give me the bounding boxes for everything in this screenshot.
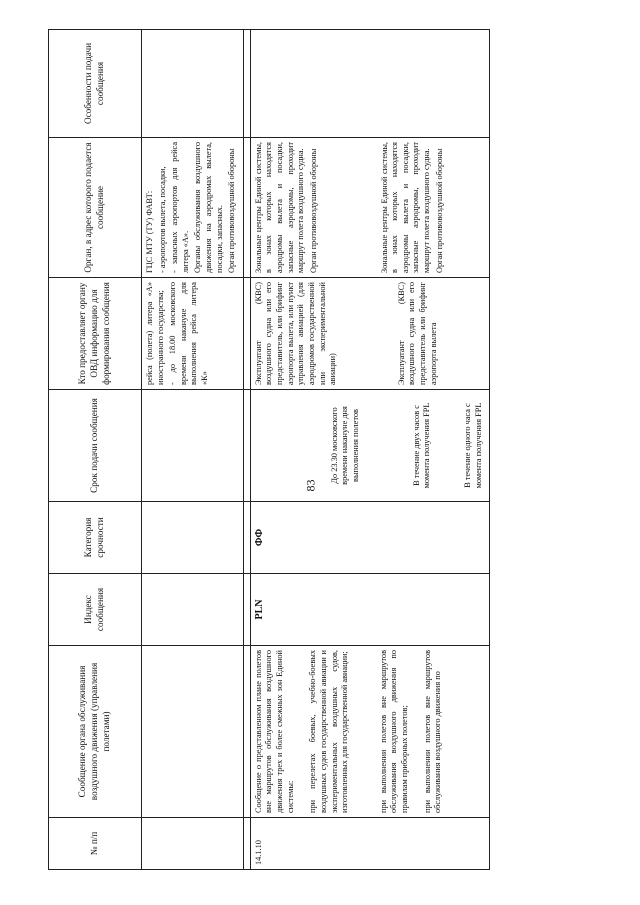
cell-deadline bbox=[142, 390, 244, 502]
table-header-row bbox=[49, 30, 142, 870]
deadline-text: В течение двух часов с момента получения FPL bbox=[411, 402, 432, 489]
message-text: при перелетах боевых, учебно-боевых воздушных судов государственной авиации и экспериментальных воздушных судов, изготовленных для государственной авиации; bbox=[308, 650, 350, 813]
deadline-text: До 23.30 московского времени накануне дня выполнения полетов bbox=[329, 406, 361, 485]
provider-line: - до 18.00 московского времени накануне для выполнения рейса литера «К» bbox=[168, 282, 210, 385]
message-text: при выполнении полетов вне маршрутов обслуживания воздушного движения по правилам приборных полетов; bbox=[378, 650, 409, 813]
cell-category bbox=[142, 502, 244, 574]
provider-text: Эксплуатант (КВС) воздушного судна или его представитель или брифинг аэропорта вылета bbox=[396, 282, 438, 385]
recipient-text: Зональные центры Единой системы, в зонах которых находятся аэродромы вылета и посадки, запасные аэродромы, проходит маршрут полета воздушного судна. bbox=[379, 142, 431, 273]
header-recipient: Орган, в адрес которого подается сообщение bbox=[49, 138, 142, 278]
page-number: 83 bbox=[303, 479, 318, 492]
cell-provider bbox=[250, 278, 489, 390]
header-provider: Кто предоставляет органу ОВД информацию для формирования сообщения bbox=[49, 278, 142, 390]
recipient-line: ГЦС МТУ (ТУ) ФАВТ: bbox=[145, 190, 154, 273]
cell-message bbox=[142, 646, 244, 818]
header-num: № п/п bbox=[49, 818, 142, 870]
cell-num bbox=[142, 818, 244, 870]
cell-category bbox=[250, 502, 489, 574]
recipient-line: Орган противовоздушной обороны bbox=[227, 148, 237, 273]
deadline-text: В течение одного часа с момента получения FPL bbox=[462, 402, 483, 489]
table-row-continuation bbox=[142, 30, 244, 870]
cell-index bbox=[250, 574, 489, 646]
index-value: PLN bbox=[253, 599, 265, 620]
message-text: при выполнении полетов вне маршрутов обслуживания воздушного движения по bbox=[422, 650, 443, 813]
recipient-line: Органы обслуживания воздушного движения на аэродромах вылета, посадки, запасных. bbox=[193, 142, 224, 273]
category-value: ФФ bbox=[253, 528, 265, 547]
recipient-line: - аэропортов вылета, посадки, bbox=[157, 166, 167, 273]
message-text: Сообщение о представленном плане полетов вне маршрутов обслуживания воздушного движения трех и более смежных зон Единой системы: bbox=[253, 650, 295, 813]
cell-recipient bbox=[250, 138, 489, 278]
table-row-spacer bbox=[243, 30, 250, 870]
recipient-line: - запасных аэропортов для рейса литера «А». bbox=[170, 142, 190, 273]
cell-message bbox=[250, 646, 489, 818]
cell-index bbox=[142, 574, 244, 646]
header-category: Категория срочности bbox=[49, 502, 142, 574]
provider-text: Эксплуатант (КВС) воздушного судна или его представитель, или брифинг аэропорта вылета, или пункт управления авиацией (для аэродромов государственной или экспериментальной авиации) bbox=[253, 282, 338, 385]
header-index: Индекс сообщения bbox=[49, 574, 142, 646]
provider-line: рейса (полета) литера «А» иностранного государства; bbox=[145, 282, 165, 385]
header-deadline: Срок подачи сообщения bbox=[49, 390, 142, 502]
cell-features bbox=[142, 30, 244, 138]
cell-recipient bbox=[142, 138, 244, 278]
recipient-text: Орган противовоздушной обороны bbox=[434, 148, 444, 273]
recipient-text: Зональные центры Единой системы, в зонах которых находятся аэродромы вылета и посадки, запасные аэродромы, проходит маршрут полета воздушного судна. bbox=[253, 142, 306, 273]
cell-provider bbox=[142, 278, 244, 390]
table-row-14-1-10 bbox=[250, 30, 489, 870]
message-table bbox=[48, 29, 490, 870]
rotated-page bbox=[48, 30, 608, 870]
header-message: Сообщение органа обслуживания воздушного движения (управления полетами) bbox=[49, 646, 142, 818]
recipient-text: Орган противовоздушной обороны bbox=[308, 148, 318, 273]
header-features: Особенности подачи сообщения bbox=[49, 30, 142, 138]
cell-features bbox=[250, 30, 489, 138]
cell-deadline bbox=[250, 390, 489, 502]
cell-num: 14.1.10 bbox=[250, 818, 489, 870]
